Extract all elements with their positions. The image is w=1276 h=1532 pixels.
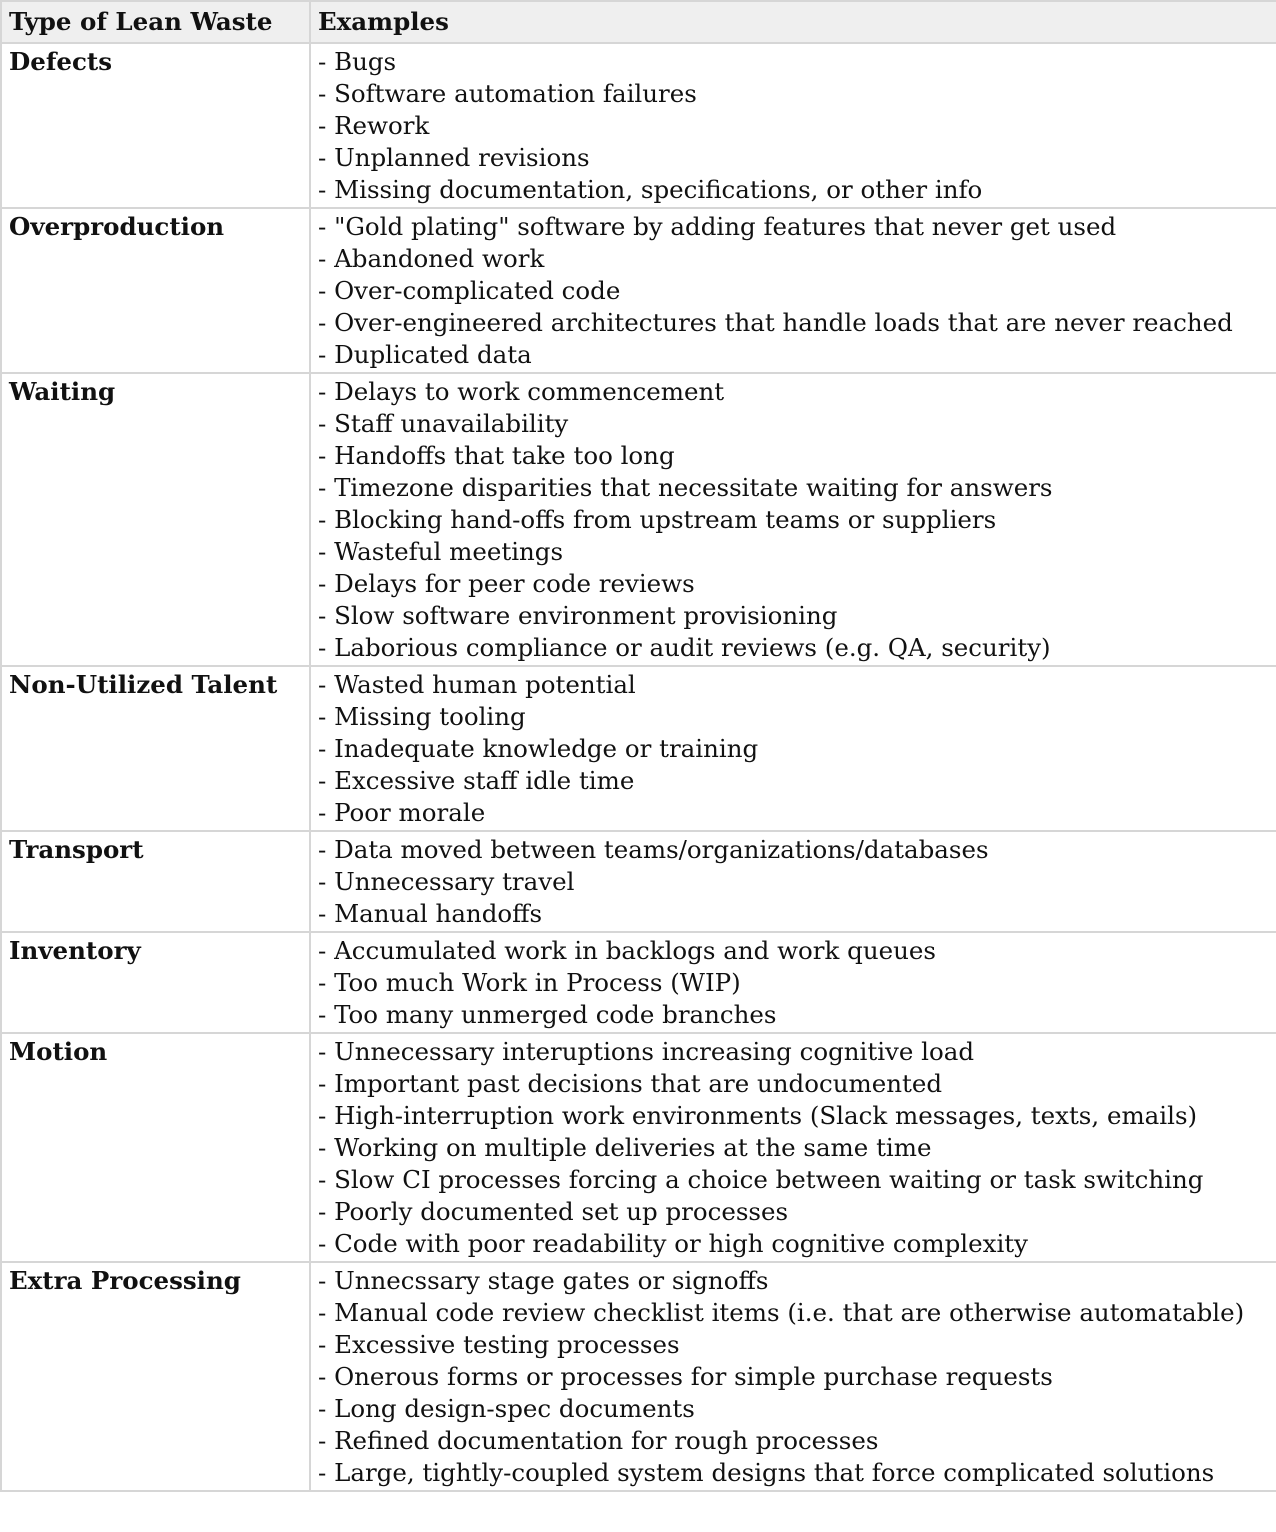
- example-item: - Wasteful meetings: [318, 537, 564, 566]
- example-item: - Rework: [318, 111, 430, 140]
- example-item: - Wasted human potential: [318, 670, 636, 699]
- example-item: - Poorly documented set up processes: [318, 1197, 789, 1226]
- example-item: - Staff unavailability: [318, 409, 569, 438]
- example-item: - Long design-spec documents: [318, 1394, 695, 1423]
- example-item: - Important past decisions that are undocumented: [318, 1069, 943, 1098]
- example-item: - Excessive staff idle time: [318, 766, 635, 795]
- examples-cell: [310, 1262, 1276, 1491]
- example-item: - Missing tooling: [318, 702, 526, 731]
- example-item: - Unnecessary interuptions increasing cognitive load: [318, 1037, 975, 1066]
- example-item: - Unnecessary travel: [318, 867, 575, 896]
- header-row: [1, 1, 1276, 43]
- example-item: - Large, tightly-coupled system designs that force complicated solutions: [318, 1458, 1215, 1487]
- waste-type-cell: Motion: [1, 1033, 310, 1262]
- example-item: - Refined documentation for rough processes: [318, 1426, 879, 1455]
- examples-cell: [310, 43, 1276, 208]
- table-row: [1, 208, 1276, 373]
- example-item: - "Gold plating" software by adding features that never get used: [318, 212, 1117, 241]
- example-item: - Too much Work in Process (WIP): [318, 968, 741, 997]
- waste-type-cell: Transport: [1, 831, 310, 932]
- waste-type-cell: Extra Processing: [1, 1262, 310, 1491]
- example-item: - Too many unmerged code branches: [318, 1000, 777, 1029]
- examples-cell: [310, 373, 1276, 666]
- example-item: - Delays to work commencement: [318, 377, 725, 406]
- table-row: [1, 1262, 1276, 1491]
- table-row: [1, 666, 1276, 831]
- waste-type-cell: Overproduction: [1, 208, 310, 373]
- example-item: - Unplanned revisions: [318, 143, 590, 172]
- example-item: - Timezone disparities that necessitate waiting for answers: [318, 473, 1053, 502]
- example-item: - Over-engineered architectures that handle loads that are never reached: [318, 308, 1233, 337]
- table-row: [1, 1033, 1276, 1262]
- example-item: - Laborious compliance or audit reviews (e.g. QA, security): [318, 633, 1051, 662]
- examples-cell: [310, 1033, 1276, 1262]
- example-item: - Excessive testing processes: [318, 1330, 680, 1359]
- examples-cell: [310, 831, 1276, 932]
- example-item: - Manual handoffs: [318, 899, 543, 928]
- example-item: - High-interruption work environments (Slack messages, texts, emails): [318, 1101, 1198, 1130]
- example-item: - Poor morale: [318, 798, 486, 827]
- example-item: - Slow CI processes forcing a choice between waiting or task switching: [318, 1165, 1204, 1194]
- example-item: - Code with poor readability or high cognitive complexity: [318, 1229, 1028, 1258]
- example-item: - Manual code review checklist items (i.e. that are otherwise automatable): [318, 1298, 1245, 1327]
- example-item: - Slow software environment provisioning: [318, 601, 838, 630]
- example-item: - Accumulated work in backlogs and work queues: [318, 936, 936, 965]
- example-item: - Unnecssary stage gates or signoffs: [318, 1266, 769, 1295]
- waste-type-cell: Waiting: [1, 373, 310, 666]
- waste-type-cell: Non-Utilized Talent: [1, 666, 310, 831]
- example-item: - Inadequate knowledge or training: [318, 734, 759, 763]
- waste-type-cell: Defects: [1, 43, 310, 208]
- waste-type-cell: Inventory: [1, 932, 310, 1033]
- example-item: - Working on multiple deliveries at the same time: [318, 1133, 932, 1162]
- table-row: [1, 43, 1276, 208]
- table-row: [1, 831, 1276, 932]
- example-item: - Software automation failures: [318, 79, 697, 108]
- column-header-examples: Examples: [310, 1, 1276, 43]
- example-item: - Data moved between teams/organizations/databases: [318, 835, 989, 864]
- examples-cell: [310, 208, 1276, 373]
- examples-cell: [310, 932, 1276, 1033]
- example-item: - Bugs: [318, 47, 397, 76]
- examples-cell: [310, 666, 1276, 831]
- example-item: - Delays for peer code reviews: [318, 569, 695, 598]
- table-row: [1, 932, 1276, 1033]
- example-item: - Over-complicated code: [318, 276, 621, 305]
- example-item: - Blocking hand-offs from upstream teams or suppliers: [318, 505, 997, 534]
- table-row: [1, 373, 1276, 666]
- example-item: - Handoffs that take too long: [318, 441, 675, 470]
- example-item: - Onerous forms or processes for simple purchase requests: [318, 1362, 1053, 1391]
- example-item: - Duplicated data: [318, 340, 532, 369]
- example-item: - Missing documentation, specifications, or other info: [318, 175, 983, 204]
- table-body: [1, 43, 1276, 1491]
- example-item: - Abandoned work: [318, 244, 545, 273]
- column-header-type: Type of Lean Waste: [1, 1, 310, 43]
